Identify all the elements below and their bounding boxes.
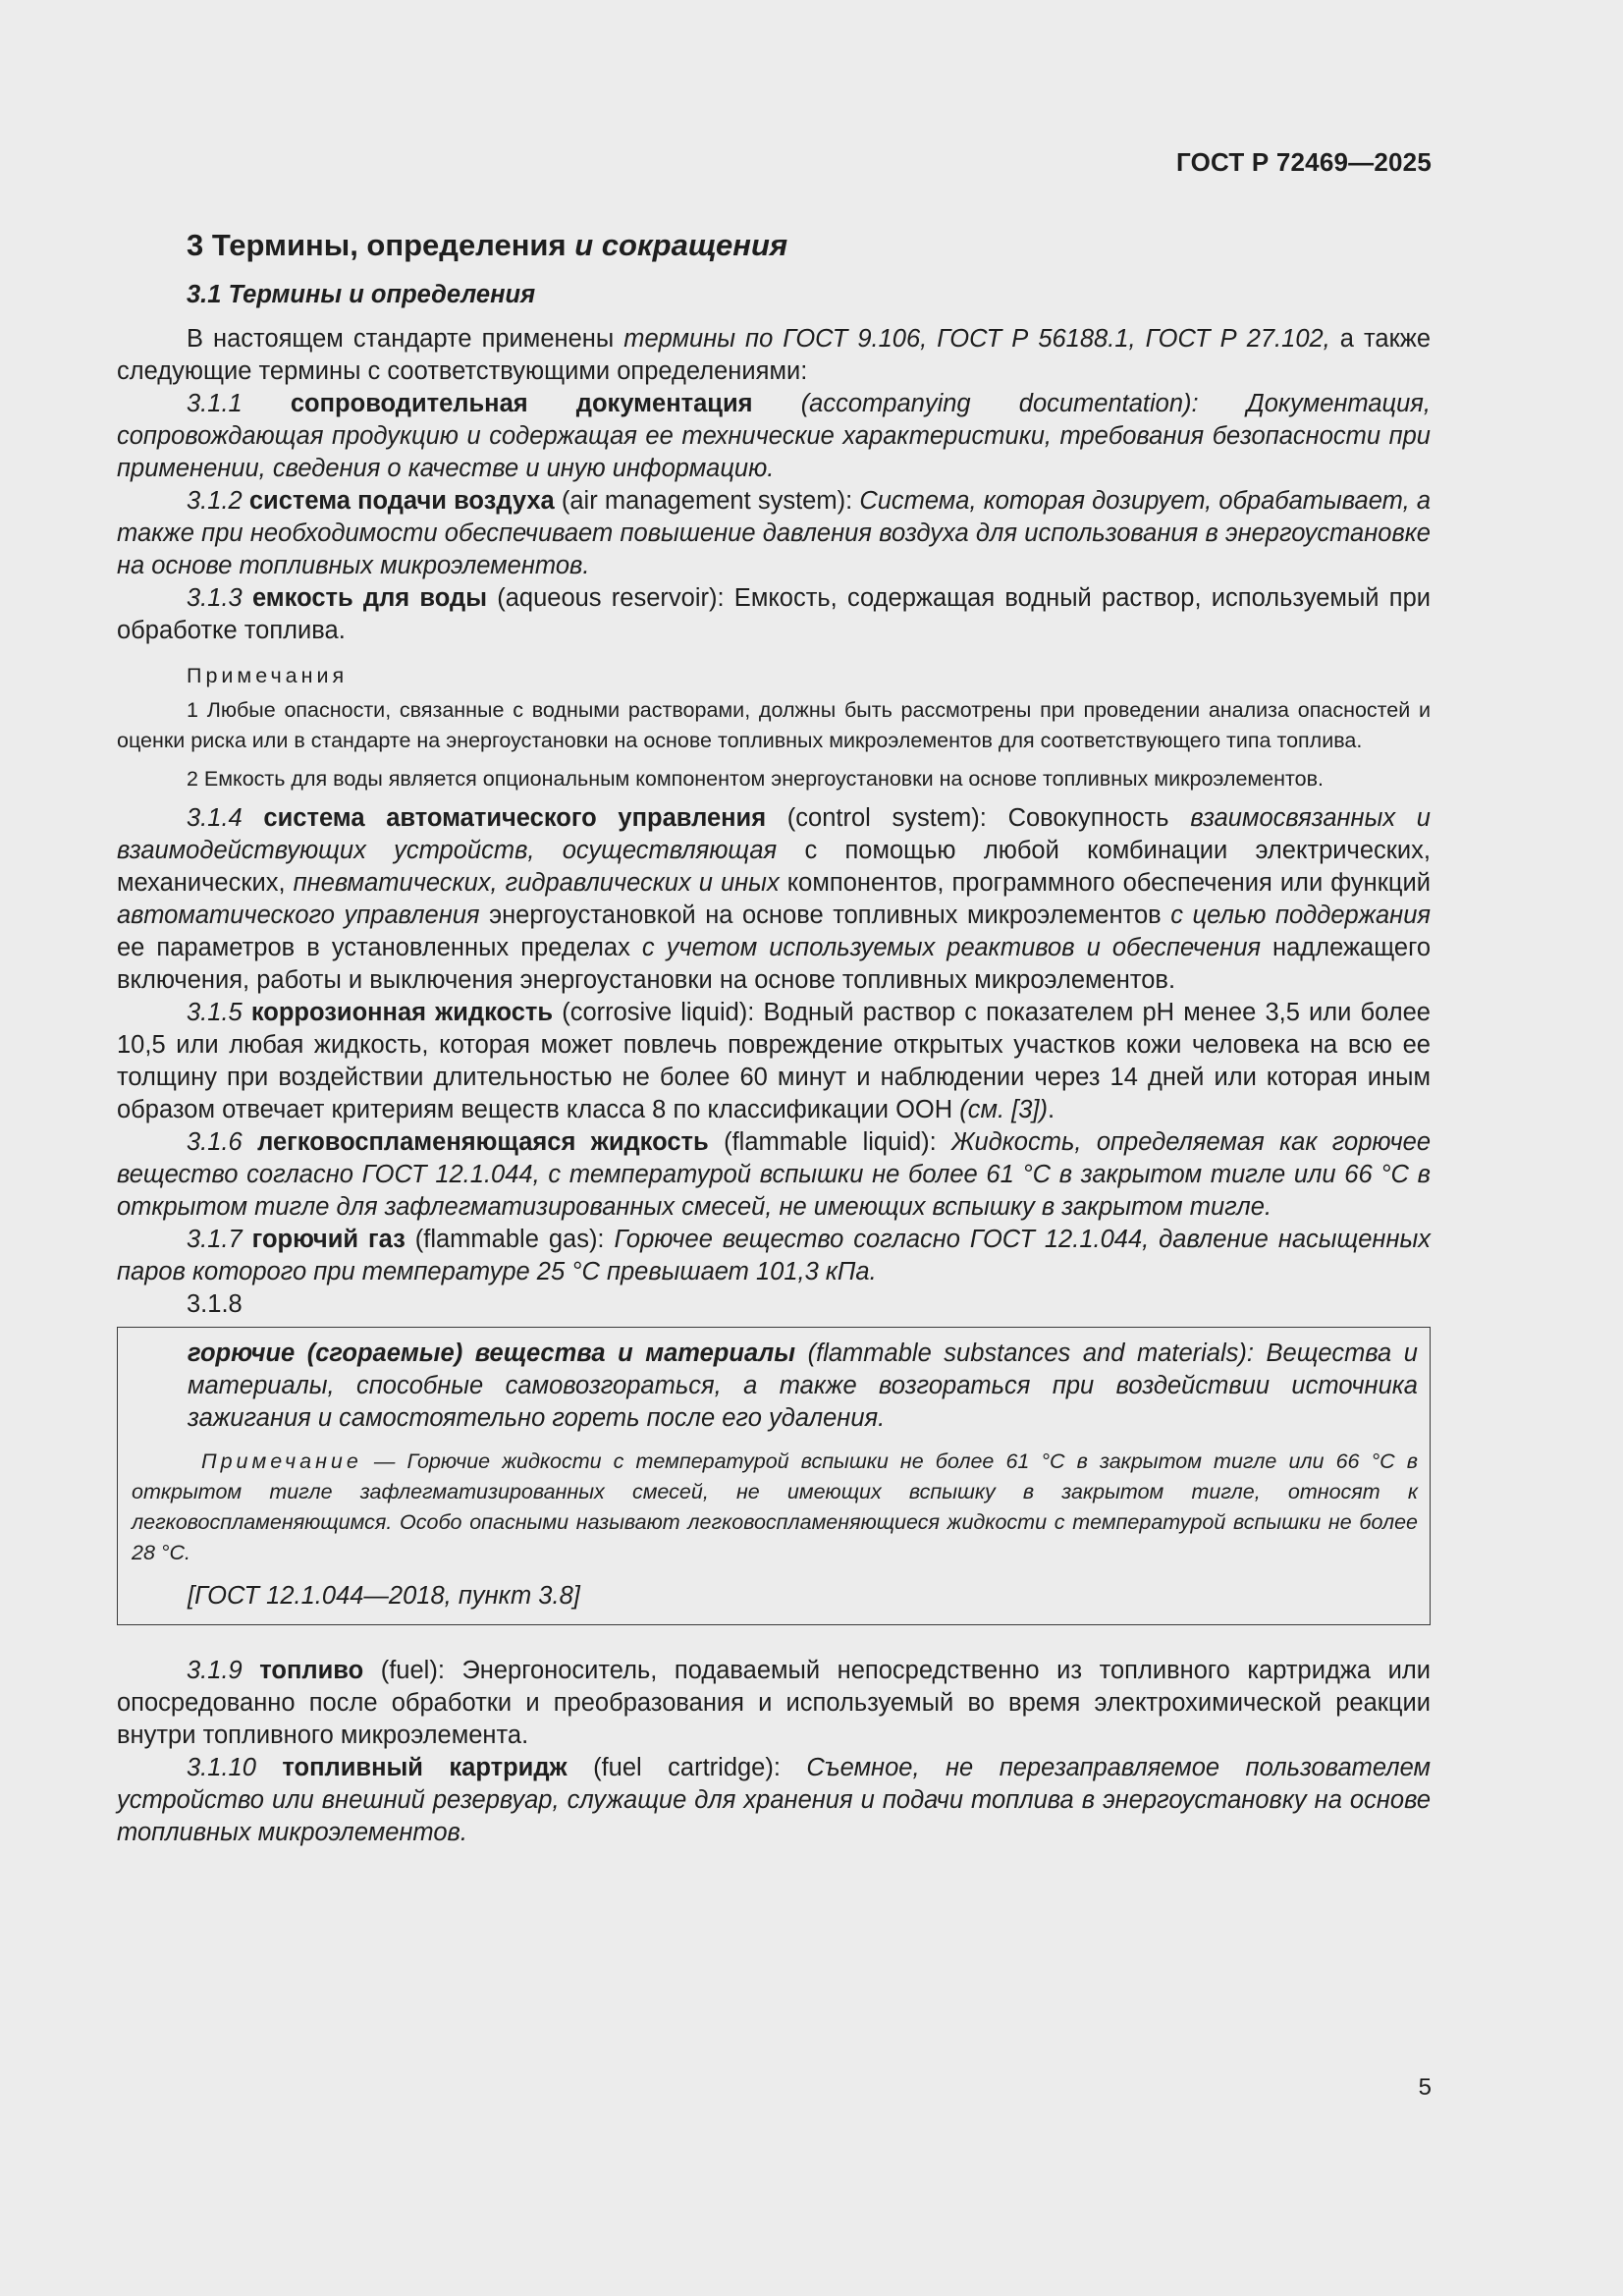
term-3-1-8-number: 3.1.8 [187,1290,243,1318]
term-3-1-5: 3.1.5 коррозионная жидкость (corrosive liquid): Водный раствор с показателем pH менее 3,5 или более 10,5 или любая жидкость, которая может повлечь повреждение открытых участков кожи человека на всю ее толщину при воздействии длительностью не более 60 минут и наблюдении через 14 дней или которая иным образом отвечает критериям веществ класса 8 по классификации ООН (см. [3]). [117,999,1431,1123]
section-title: 3 Термины, определения и сокращения [187,228,788,262]
term-3-1-2: 3.1.2 система подачи воздуха (air management system): Система, которая дозирует, обрабатывает, а также при необходимости обеспечивает повышение давления воздуха для использования в энергоустановке на основе топливных микроэлементов. [117,487,1431,579]
term-3-1-9: 3.1.9 топливо (fuel): Энергоноситель, подаваемый непосредственно из топливного картриджа или опосредованно после обработки и преобразования и используемый во время электрохимической реакции внутри топливного микроэлемента. [117,1657,1431,1749]
notes-block [117,661,1431,794]
term-3-1-8-definition: горючие (сгораемые) вещества и материалы (flammable substances and materials): Вещества и материалы, способные самовозгораться, а также возгораться при воздействии источника зажигания и самостоятельно гореть после его удаления. [188,1339,1418,1432]
term-3-1-10: 3.1.10 топливный картридж (fuel cartridge): Съемное, не перезаправляемое пользователем устройство или внешний резервуар, служащие для хранения и подачи топлива в энергоустановку на основе топливных микроэлементов. [117,1754,1432,1846]
term-3-1-6: 3.1.6 легковоспламеняющаяся жидкость (flammable liquid): Жидкость, определяемая как горючее вещество согласно ГОСТ 12.1.044, с температурой вспышки не более 61 °С в закрытом тигле или 66 °С в открытом тигле для зафлегматизированных смесей, не имеющих вспышку в закрытом тигле. [117,1128,1432,1221]
note-1: 1 Любые опасности, связанные с водными растворами, должны быть рассмотрены при проведении анализа опасностей и оценки риска или в стандарте на энергоустановки на основе топливных микроэлементов для соответствующего типа топлива. [117,698,1431,752]
term-3-1-1: 3.1.1 сопроводительная документация (accompanying documentation): Документация, сопровождающая продукцию и содержащая ее технические характеристики, требования безопасности при применении, сведения о качестве и иную информацию. [117,390,1432,482]
term-3-1-8-source: [ГОСТ 12.1.044—2018, пункт 3.8] [188,1582,580,1610]
term-3-1-8-box [117,1327,1431,1625]
term-3-1-3: 3.1.3 емкость для воды (aqueous reservoir): Емкость, содержащая водный раствор, используемый при обработке топлива. [117,584,1431,644]
intro-paragraph: В настоящем стандарте применены термины по ГОСТ 9.106, ГОСТ Р 56188.1, ГОСТ Р 27.102, а также следующие термины с соответствующими определениями: [117,325,1431,385]
document-header-id: ГОСТ Р 72469—2025 [1176,147,1432,177]
term-3-1-7: 3.1.7 горючий газ (flammable gas): Горючее вещество согласно ГОСТ 12.1.044, давление насыщенных паров которого при температуре 25 °С превышает 101,3 кПа. [117,1226,1432,1285]
notes-heading: Примечания [187,664,349,687]
subsection-title: 3.1 Термины и определения [187,281,536,308]
term-3-1-4: 3.1.4 система автоматического управления (control system): Совокупность взаимосвязанных и взаимодействующих устройств, осуществляющая с помощью любой комбинации электрических, механических, пневматических, гидравлических и иных компонентов, программного обеспечения или функций автоматического управления энергоустановкой на основе топливных микроэлементов с целью поддержания ее параметров в установленных пределах с учетом используемых реактивов и обеспечения надлежащего включения, работы и выключения энергоустановки на основе топливных микроэлементов. [117,804,1432,994]
document-body [117,224,1431,1849]
term-3-1-8-note: Примечание — Горючие жидкости с температурой вспышки не более 61 °С в закрытом тигле или 66 °С в открытом тигле зафлегматизированных смесей, не имеющих вспышку в закрытом тигле, относят к легковоспламеняющимся. Особо опасными называют легковоспламеняющиеся жидкости с температурой вспышки не более 28 °С. [132,1449,1418,1564]
page-number: 5 [1418,2074,1432,2101]
note-2: 2 Емкость для воды является опциональным компонентом энергоустановки на основе топливных микроэлементов. [187,767,1324,791]
